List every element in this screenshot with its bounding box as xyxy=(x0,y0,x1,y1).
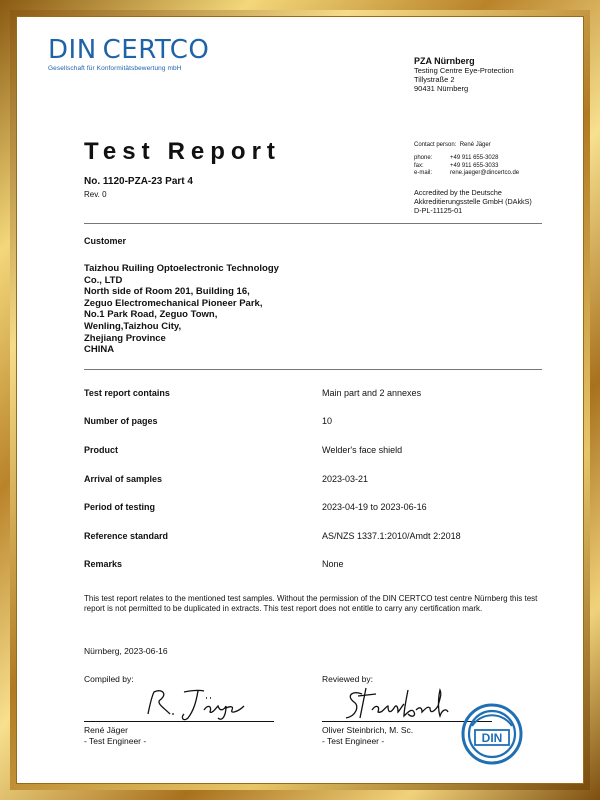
dincertco-logo xyxy=(48,36,209,72)
logo-din-text: DIN xyxy=(48,35,97,65)
org-address xyxy=(414,56,514,93)
customer-line: North side of Room 201, Building 16, xyxy=(84,286,250,298)
stamp-text: DIN xyxy=(481,731,503,745)
reviewed-by-label: Reviewed by: xyxy=(322,674,374,684)
detail-label: Reference standard xyxy=(84,531,169,541)
divider-top xyxy=(84,223,542,224)
customer-line: Zhejiang Province xyxy=(84,332,166,344)
signature-steinbrich-image xyxy=(342,684,462,724)
accreditation-line-1: Accredited by the Deutsche xyxy=(414,188,502,197)
compiled-by-name: René Jäger xyxy=(84,725,128,735)
detail-value: AS/NZS 1337.1:2010/Amdt 2:2018 xyxy=(322,531,461,541)
phone-value: +49 911 655-3028 xyxy=(450,154,499,161)
org-line-4: 90431 Nürnberg xyxy=(414,84,469,93)
title-word-report: Report xyxy=(167,138,281,165)
customer-label: Customer xyxy=(84,236,127,246)
detail-label: Number of pages xyxy=(84,416,158,426)
divider-middle xyxy=(84,369,542,370)
detail-value: Welder's face shield xyxy=(322,445,403,455)
place-date: Nürnberg, 2023-06-16 xyxy=(84,646,168,656)
logo-certco-text: CERTCO xyxy=(102,35,210,65)
logo-subtitle: Gesellschaft für Konformitätsbewertung mbH xyxy=(48,65,182,72)
compiled-by-label: Compiled by: xyxy=(84,674,134,684)
customer-line: No.1 Park Road, Zeguo Town, xyxy=(84,309,218,321)
contact-person: René Jäger xyxy=(459,142,491,148)
logo-wordmark xyxy=(48,36,209,64)
phone-label: phone: xyxy=(414,154,433,161)
report-page xyxy=(16,16,584,784)
reviewed-by-role: - Test Engineer - xyxy=(322,736,385,746)
customer-address xyxy=(84,263,279,356)
detail-value: 2023-04-19 to 2023-06-16 xyxy=(322,502,427,512)
contact-label: Contact person: xyxy=(414,142,457,148)
email-label: e-mail: xyxy=(414,170,433,177)
customer-line: Zeguo Electromechanical Pioneer Park, xyxy=(84,297,263,309)
fax-label: fax: xyxy=(414,162,424,169)
accreditation-line-2: Akkreditierungsstelle GmbH (DAkkS) xyxy=(414,197,532,206)
org-name: PZA Nürnberg xyxy=(414,56,475,66)
detail-value: 2023-03-21 xyxy=(322,474,369,484)
detail-label: Product xyxy=(84,445,119,455)
detail-label: Remarks xyxy=(84,559,123,569)
detail-label: Arrival of samples xyxy=(84,474,163,484)
report-title xyxy=(84,138,281,166)
reviewed-by-block xyxy=(322,725,413,747)
detail-value: 10 xyxy=(322,416,333,426)
customer-line: CHINA xyxy=(84,344,115,356)
detail-value: None xyxy=(322,559,344,569)
customer-line: Wenling,Taizhou City, xyxy=(84,320,182,332)
customer-line: Co., LTD xyxy=(84,274,123,286)
org-line-3: Tillystraße 2 xyxy=(414,75,455,84)
compiled-by-block xyxy=(84,725,146,747)
customer-line: Taizhou Ruiling Optoelectronic Technology xyxy=(84,263,279,274)
org-line-2: Testing Centre Eye-Protection xyxy=(414,66,514,75)
disclaimer-text: This test report relates to the mentioned test samples. Without the permission of the DIN CERTCO test centre Nürnberg this test report is not permitted to be duplicated in extracts. This test report does not entitle to carry any certification mark. xyxy=(84,594,538,614)
detail-label: Period of testing xyxy=(84,502,156,512)
detail-value: Main part and 2 annexes xyxy=(322,388,422,398)
email-value[interactable]: rene.jaeger@dincertco.de xyxy=(450,170,520,177)
din-stamp-icon xyxy=(460,702,524,766)
detail-label: Test report contains xyxy=(84,388,170,398)
reviewed-by-name: Oliver Steinbrich, M. Sc. xyxy=(322,725,414,735)
accreditation-block xyxy=(414,188,532,215)
signature-jaeger-image xyxy=(142,684,252,724)
signature-line-compiled xyxy=(84,721,274,722)
fax-value: +49 911 655-3033 xyxy=(450,162,499,169)
report-revision: Rev. 0 xyxy=(84,190,107,199)
report-number: No. 1120-PZA-23 Part 4 xyxy=(84,176,193,187)
title-word-test: Test xyxy=(84,138,156,165)
compiled-by-role: - Test Engineer - xyxy=(84,736,147,746)
accreditation-line-3: D-PL-11125-01 xyxy=(414,206,463,215)
contact-block xyxy=(414,142,519,178)
